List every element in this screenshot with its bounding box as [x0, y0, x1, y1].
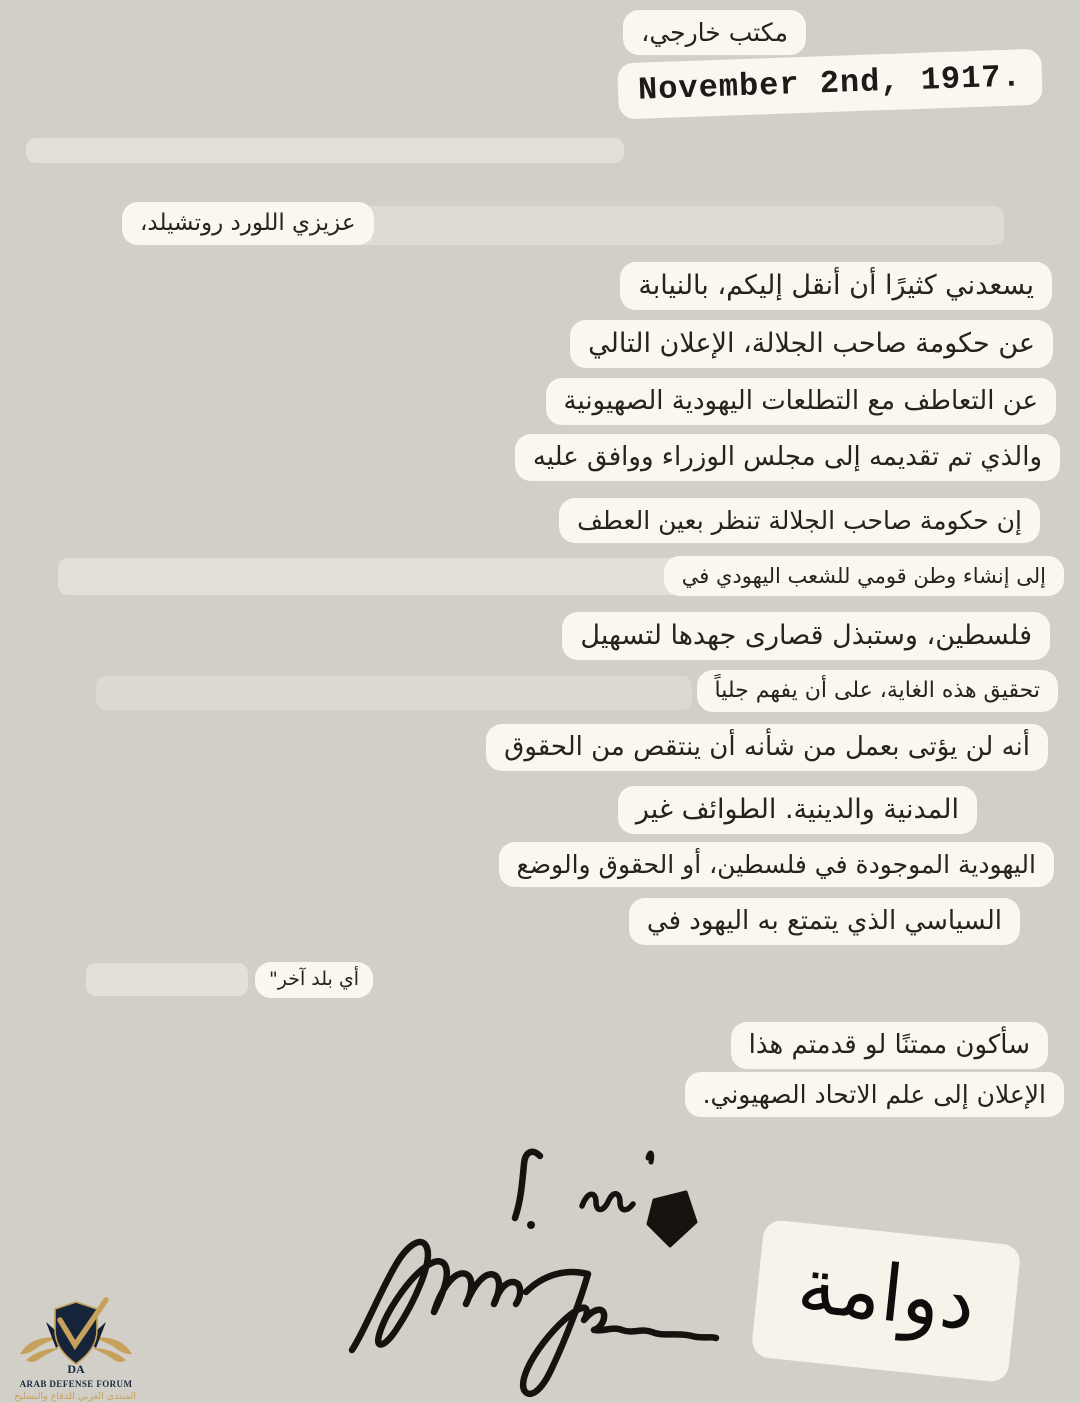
- letter-line: المدنية والدينية. الطوائف غير: [618, 786, 977, 834]
- forum-logo-subtitle: المنتدى العربي للدفاع والتسليح: [14, 1391, 136, 1402]
- ghost-band: [26, 138, 624, 163]
- letter-line: يسعدني كثيرًا أن أنقل إليكم، بالنيابة: [620, 262, 1052, 310]
- signature-balfour: [330, 1140, 770, 1403]
- forum-logo-monogram: DA: [67, 1362, 85, 1374]
- letterhead-office: مكتب خارجي،: [623, 10, 806, 55]
- salutation-line: عزيزي اللورد روتشيلد،: [122, 202, 374, 245]
- forum-logo: [16, 1296, 136, 1402]
- letter-line: اليهودية الموجودة في فلسطين، أو الحقوق والوضع: [499, 842, 1054, 887]
- forum-logo-emblem: [16, 1296, 136, 1374]
- stamp-dawama: دوامة: [751, 1219, 1022, 1383]
- letter-line: تحقيق هذه الغاية، على أن يفهم جلياً: [697, 670, 1059, 712]
- letter-line: فلسطين، وستبذل قصارى جهدها لتسهيل: [562, 612, 1050, 660]
- letter-line: إلى إنشاء وطن قومي للشعب اليهودي في: [664, 556, 1064, 596]
- ghost-band: [346, 206, 1004, 245]
- quote-fragment-line: أي بلد آخر": [255, 962, 373, 998]
- closing-line: سأكون ممتنًا لو قدمتم هذا: [731, 1022, 1048, 1069]
- letter-line: السياسي الذي يتمتع به اليهود في: [629, 898, 1020, 945]
- ghost-band: [58, 558, 762, 595]
- letter-line: والذي تم تقديمه إلى مجلس الوزراء ووافق عليه: [515, 434, 1060, 481]
- ghost-band: [96, 676, 692, 710]
- letter-line: أنه لن يؤتى بعمل من شأنه أن ينتقص من الحقوق: [486, 724, 1048, 771]
- letterhead-date: November 2nd, 1917.: [617, 49, 1043, 120]
- letter-line: عن التعاطف مع التطلعات اليهودية الصهيونية: [546, 378, 1056, 425]
- ghost-band: [86, 963, 248, 996]
- closing-line: الإعلان إلى علم الاتحاد الصهيوني.: [685, 1072, 1064, 1117]
- forum-logo-title: ARAB DEFENSE FORUM: [19, 1379, 133, 1389]
- letter-line: إن حكومة صاحب الجلالة تنظر بعين العطف: [559, 498, 1040, 543]
- letter-line: عن حكومة صاحب الجلالة، الإعلان التالي: [570, 320, 1053, 368]
